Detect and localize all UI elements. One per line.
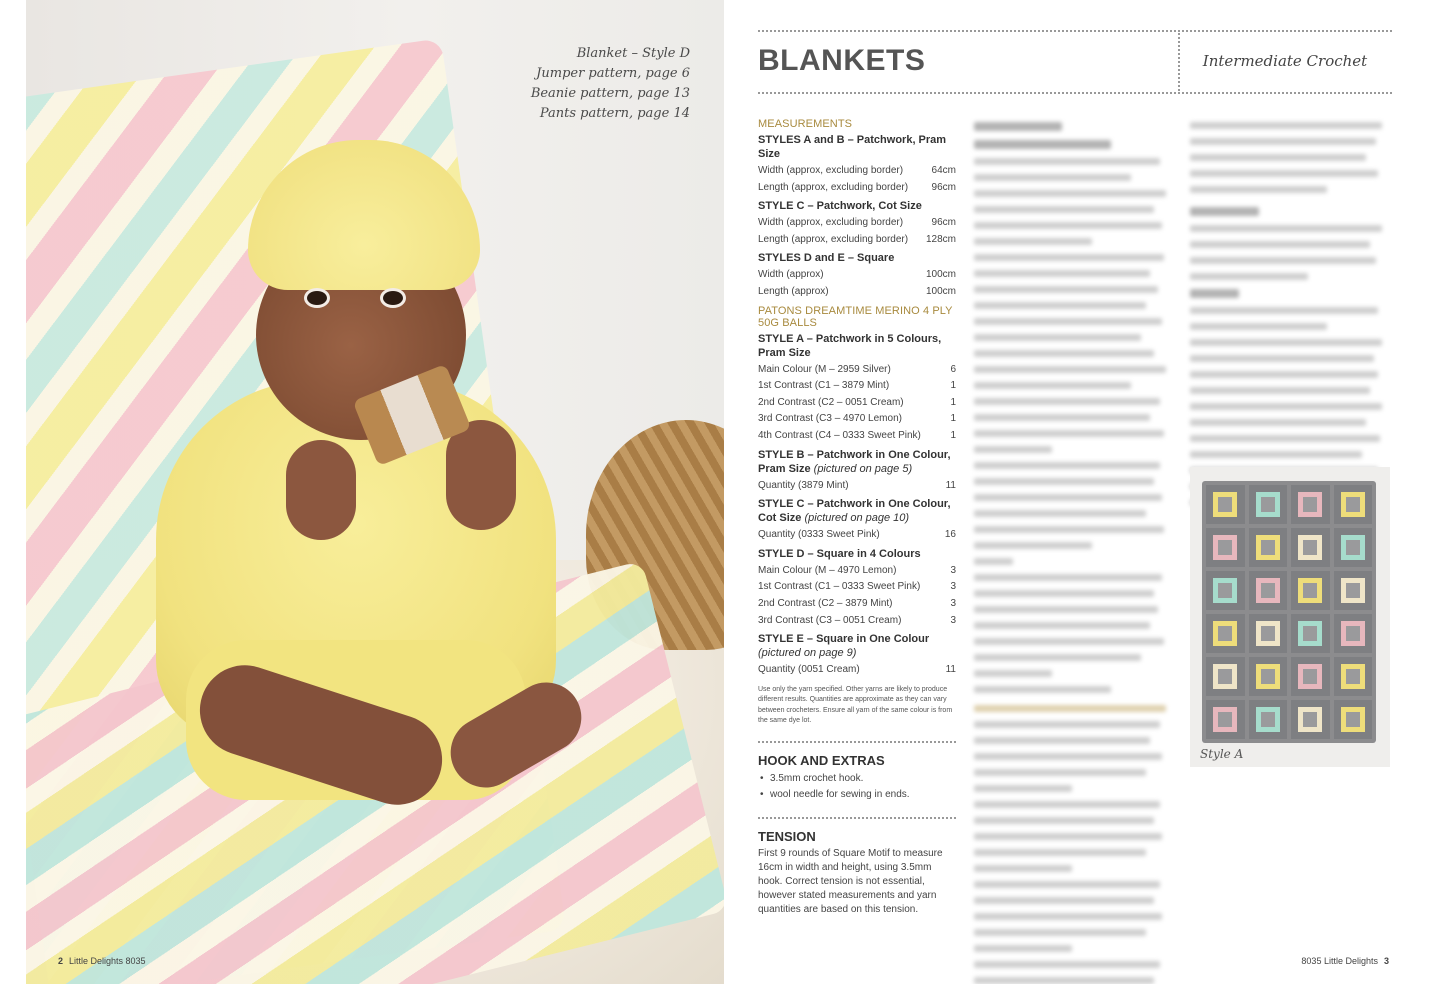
photo-caption xyxy=(531,44,690,124)
blurred-text-line xyxy=(974,270,1150,277)
blurred-text-line xyxy=(1190,289,1239,298)
measurement-row xyxy=(758,180,956,197)
yarn-label: Quantity (0333 Sweet Pink) xyxy=(758,529,880,541)
tension-heading: TENSION xyxy=(758,828,816,844)
granny-square xyxy=(1249,528,1288,567)
blurred-text-line xyxy=(974,574,1162,581)
square-border xyxy=(1256,707,1280,731)
skill-level: Intermediate Crochet xyxy=(1202,52,1368,70)
blurred-text-line xyxy=(974,350,1154,357)
yarn-style-name: STYLE C – Patchwork in One Colour, Cot Size xyxy=(758,498,951,525)
yarn-style-title xyxy=(758,448,956,476)
blurred-text-line xyxy=(1190,451,1362,458)
yarn-label: 2nd Contrast (C2 – 3879 Mint) xyxy=(758,597,893,609)
yarn-label: 2nd Contrast (C2 – 0051 Cream) xyxy=(758,396,904,408)
yarn-label: Main Colour (M – 4970 Lemon) xyxy=(758,564,897,576)
yarn-row xyxy=(758,527,956,544)
measurement-label: Width (approx) xyxy=(758,269,824,281)
left-folio-text: Little Delights 8035 xyxy=(69,956,146,966)
granny-square xyxy=(1291,614,1330,653)
square-border xyxy=(1341,707,1365,731)
blurred-text-line xyxy=(974,686,1111,693)
blurred-text-line xyxy=(1190,241,1370,248)
blurred-text-line xyxy=(974,769,1146,776)
measurement-value: 100cm xyxy=(925,269,956,281)
blurred-text-line xyxy=(974,833,1162,840)
yarn-label: Quantity (0051 Cream) xyxy=(758,664,860,676)
square-border xyxy=(1213,578,1237,602)
yarn-style-title xyxy=(758,332,956,360)
blurred-text-line xyxy=(974,865,1072,872)
yarn-quantity: 1 xyxy=(950,380,956,392)
blurred-text-line xyxy=(974,897,1154,904)
square-border xyxy=(1298,707,1322,731)
blurred-text-line xyxy=(974,526,1164,533)
square-border xyxy=(1298,578,1322,602)
blurred-text-line xyxy=(974,590,1154,597)
yarn-quantity: 1 xyxy=(950,413,956,425)
yarn-row xyxy=(758,395,956,412)
blurred-text-line xyxy=(1190,435,1380,442)
baby-arm-right xyxy=(446,420,516,530)
hook-item: • 3.5mm crochet hook. xyxy=(758,771,956,787)
left-folio xyxy=(58,956,146,966)
measurement-value: 100cm xyxy=(925,285,956,297)
square-border xyxy=(1256,492,1280,516)
square-border xyxy=(1256,535,1280,559)
measurement-row xyxy=(758,215,956,232)
measurement-group-title: STYLES D and E – Square xyxy=(758,252,895,265)
square-border xyxy=(1341,578,1365,602)
granny-square xyxy=(1334,571,1373,610)
yarn-label: 1st Contrast (C1 – 3879 Mint) xyxy=(758,380,890,392)
right-folio xyxy=(1301,956,1389,966)
blurred-text-line xyxy=(1190,186,1327,193)
yarn-row xyxy=(758,563,956,580)
measurement-value: 96cm xyxy=(931,181,956,193)
yarn-row xyxy=(758,428,956,445)
square-border xyxy=(1213,664,1237,688)
granny-square xyxy=(1291,657,1330,696)
measurement-label: Width (approx, excluding border) xyxy=(758,217,904,229)
yarn-row xyxy=(758,478,956,495)
measurement-row xyxy=(758,163,956,180)
caption-line: Blanket – Style D xyxy=(576,46,690,61)
blurred-text-line xyxy=(1190,403,1382,410)
blurred-text-line xyxy=(974,558,1013,565)
blurred-text-line xyxy=(1190,371,1378,378)
blurred-text-line xyxy=(1190,154,1366,161)
blurred-text-line xyxy=(974,382,1131,389)
measurements-list xyxy=(758,133,956,301)
measurement-row xyxy=(758,284,956,301)
yarn-quantity: 3 xyxy=(950,597,956,609)
baby-eye-right xyxy=(380,288,406,308)
blurred-text-line xyxy=(974,286,1158,293)
blurred-instructions-column-3 xyxy=(1190,122,1386,515)
granny-square xyxy=(1334,700,1373,739)
yarn-style-name: STYLE D – Square in 4 Colours xyxy=(758,547,921,560)
square-border xyxy=(1341,621,1365,645)
measurement-value: 96cm xyxy=(931,217,956,229)
granny-square xyxy=(1206,614,1245,653)
blurred-text-line xyxy=(974,945,1072,952)
yarn-style-name: STYLE A – Patchwork in 5 Colours, Pram Size xyxy=(758,332,942,359)
granny-square xyxy=(1249,571,1288,610)
blurred-text-line xyxy=(974,122,1062,131)
blurred-text-line xyxy=(974,318,1162,325)
blurred-text-line xyxy=(1190,225,1382,232)
blurred-text-line xyxy=(974,849,1146,856)
yarn-heading: PATONS DREAMTIME MERINO 4 PLY 50G BALLS xyxy=(758,304,953,329)
yarn-label: 3rd Contrast (C3 – 0051 Cream) xyxy=(758,614,902,626)
right-page xyxy=(724,0,1445,984)
blurred-text-line xyxy=(974,366,1166,373)
measurement-group-title: STYLES A and B – Patchwork, Pram Size xyxy=(758,134,947,160)
granny-square xyxy=(1249,614,1288,653)
style-a-blanket-image xyxy=(1190,467,1390,767)
square-border xyxy=(1256,578,1280,602)
square-border xyxy=(1213,707,1237,731)
yarn-list xyxy=(758,332,956,679)
blurred-text-line xyxy=(974,446,1052,453)
yarn-row xyxy=(758,579,956,596)
yarn-style-title xyxy=(758,632,956,660)
yarn-quantity: 1 xyxy=(950,396,956,408)
blurred-text-line xyxy=(1190,207,1259,216)
blurred-text-line xyxy=(974,753,1162,760)
blurred-text-line xyxy=(974,638,1164,645)
yarn-quantity: 3 xyxy=(950,614,956,626)
left-page-photo xyxy=(26,0,724,984)
left-page-number: 2 xyxy=(58,956,64,966)
yarn-quantity: 11 xyxy=(945,664,956,676)
granny-square xyxy=(1206,528,1245,567)
tension-text: First 9 rounds of Square Motif to measure 16cm in width and height, using 3.5mm hook. Correct tension is not essential, however stated measurements and yarn quantities are based on this tension. xyxy=(758,847,943,915)
page-title: BLANKETS xyxy=(758,44,926,77)
granny-square xyxy=(1291,700,1330,739)
square-border xyxy=(1298,535,1322,559)
blurred-text-line xyxy=(974,206,1154,213)
granny-square xyxy=(1206,571,1245,610)
yarn-label: 4th Contrast (C4 – 0333 Sweet Pink) xyxy=(758,429,921,441)
section-rule xyxy=(758,741,956,743)
blurred-text-line xyxy=(1190,122,1382,129)
granny-square xyxy=(1334,528,1373,567)
yarn-style-title xyxy=(758,547,956,561)
blurred-text-line xyxy=(974,929,1146,936)
granny-square xyxy=(1206,657,1245,696)
square-border xyxy=(1213,621,1237,645)
yarn-style-note: (pictured on page 5) xyxy=(813,462,913,475)
blurred-text-line xyxy=(974,961,1160,968)
measurement-label: Length (approx, excluding border) xyxy=(758,181,909,193)
blurred-text-line xyxy=(974,801,1160,808)
square-border xyxy=(1256,621,1280,645)
blurred-text-line xyxy=(974,913,1162,920)
yarn-label: 1st Contrast (C1 – 0333 Sweet Pink) xyxy=(758,581,921,593)
blurred-text-line xyxy=(974,721,1160,728)
hook-heading: HOOK AND EXTRAS xyxy=(758,752,885,768)
section-rule xyxy=(758,817,956,819)
blurred-text-line xyxy=(974,510,1146,517)
blurred-text-line xyxy=(974,977,1154,984)
caption-line: Jumper pattern, page 6 xyxy=(536,66,690,81)
hook-item: • wool needle for sewing in ends. xyxy=(758,787,956,803)
blurred-text-line xyxy=(974,302,1146,309)
blurred-text-line xyxy=(974,622,1150,629)
granny-square xyxy=(1249,700,1288,739)
square-border xyxy=(1213,535,1237,559)
blurred-text-line xyxy=(974,494,1162,501)
blurred-text-line xyxy=(1190,355,1374,362)
header-rule-top xyxy=(758,30,1392,32)
measurement-value: 128cm xyxy=(925,233,956,245)
yarn-row xyxy=(758,662,956,679)
measurement-label: Length (approx, excluding border) xyxy=(758,233,909,245)
granny-square xyxy=(1206,700,1245,739)
granny-square xyxy=(1334,657,1373,696)
square-border xyxy=(1256,664,1280,688)
yarn-style-name: STYLE B – Patchwork in One Colour, Pram Size xyxy=(758,448,951,475)
yarn-row xyxy=(758,411,956,428)
yarn-row xyxy=(758,596,956,613)
pattern-info-column xyxy=(758,118,956,917)
blurred-text-line xyxy=(1190,138,1376,145)
yarn-label: 3rd Contrast (C3 – 4970 Lemon) xyxy=(758,413,902,425)
right-page-number: 3 xyxy=(1383,956,1389,966)
blurred-text-line xyxy=(974,140,1111,149)
measurements-heading: MEASUREMENTS xyxy=(758,118,853,130)
blurred-text-line xyxy=(974,238,1092,245)
header-rule-bottom xyxy=(758,92,1392,94)
baby-eye-left xyxy=(304,288,330,308)
blurred-text-line xyxy=(1190,257,1376,264)
yarn-row xyxy=(758,378,956,395)
yarn-row xyxy=(758,613,956,630)
blurred-text-line xyxy=(974,817,1154,824)
measurement-row xyxy=(758,267,956,284)
square-border xyxy=(1298,621,1322,645)
blurred-text-line xyxy=(974,398,1160,405)
blurred-text-line xyxy=(1190,170,1378,177)
blurred-text-line xyxy=(974,478,1154,485)
blurred-text-line xyxy=(974,705,1166,712)
blurred-text-line xyxy=(974,430,1164,437)
blurred-text-line xyxy=(974,158,1160,165)
blurred-text-line xyxy=(1190,273,1308,280)
measurement-label: Length (approx) xyxy=(758,285,829,297)
right-folio-text: 8035 Little Delights xyxy=(1301,956,1378,966)
measurement-label: Width (approx, excluding border) xyxy=(758,165,904,176)
yarn-style-title xyxy=(758,497,956,525)
square-border xyxy=(1341,492,1365,516)
yarn-quantity: 3 xyxy=(950,581,956,593)
granny-square xyxy=(1291,528,1330,567)
caption-line: Beanie pattern, page 13 xyxy=(530,86,690,101)
blurred-text-line xyxy=(974,334,1141,341)
blurred-text-line xyxy=(974,254,1164,261)
blurred-text-line xyxy=(1190,323,1327,330)
yarn-label: Main Colour (M – 2959 Silver) xyxy=(758,363,891,375)
yarn-quantity: 6 xyxy=(950,363,956,375)
yarn-footnote: Use only the yarn specified. Other yarns are likely to produce different results. Quantities are approximate as they can vary between crocheters. Ensure all yarn of the same colour is from the same dye lot. xyxy=(758,685,953,725)
blurred-text-line xyxy=(974,542,1092,549)
figure-caption: Style A xyxy=(1200,747,1244,761)
granny-square xyxy=(1206,485,1245,524)
yarn-quantity: 16 xyxy=(944,529,956,541)
square-border xyxy=(1298,492,1322,516)
granny-square xyxy=(1291,571,1330,610)
yarn-row xyxy=(758,362,956,379)
blurred-instructions-column-2 xyxy=(974,122,1170,984)
blurred-text-line xyxy=(974,190,1166,197)
blurred-text-line xyxy=(974,606,1158,613)
blurred-text-line xyxy=(974,174,1131,181)
granny-square xyxy=(1249,485,1288,524)
caption-line: Pants pattern, page 14 xyxy=(539,106,690,121)
yarn-quantity: 3 xyxy=(950,564,956,576)
blurred-text-line xyxy=(1190,307,1378,314)
measurement-value: 64cm xyxy=(931,165,956,176)
square-border xyxy=(1213,492,1237,516)
measurement-group-title: STYLE C – Patchwork, Cot Size xyxy=(758,200,922,213)
blurred-text-line xyxy=(974,737,1150,744)
yarn-quantity: 1 xyxy=(950,429,956,441)
granny-square xyxy=(1334,485,1373,524)
square-border xyxy=(1341,664,1365,688)
blanket-square-grid xyxy=(1202,481,1376,743)
square-border xyxy=(1298,664,1322,688)
baby-arm-left xyxy=(286,440,356,540)
yarn-style-note: (pictured on page 10) xyxy=(804,512,910,525)
blurred-text-line xyxy=(974,670,1052,677)
blurred-text-line xyxy=(974,462,1160,469)
granny-square xyxy=(1334,614,1373,653)
square-border xyxy=(1341,535,1365,559)
blurred-text-line xyxy=(974,654,1141,661)
yarn-style-note: (pictured on page 9) xyxy=(758,647,857,660)
blurred-text-line xyxy=(974,222,1162,229)
blurred-text-line xyxy=(974,785,1072,792)
blurred-text-line xyxy=(1190,419,1366,426)
blurred-text-line xyxy=(1190,339,1382,346)
granny-square xyxy=(1249,657,1288,696)
blurred-text-line xyxy=(1190,387,1370,394)
yarn-label: Quantity (3879 Mint) xyxy=(758,479,849,491)
blurred-text-line xyxy=(974,881,1160,888)
yarn-quantity: 11 xyxy=(945,479,956,491)
granny-square xyxy=(1291,485,1330,524)
yarn-style-name: STYLE E – Square in One Colour xyxy=(758,633,930,646)
measurement-row xyxy=(758,232,956,249)
blurred-text-line xyxy=(974,414,1150,421)
hook-list xyxy=(758,771,956,803)
